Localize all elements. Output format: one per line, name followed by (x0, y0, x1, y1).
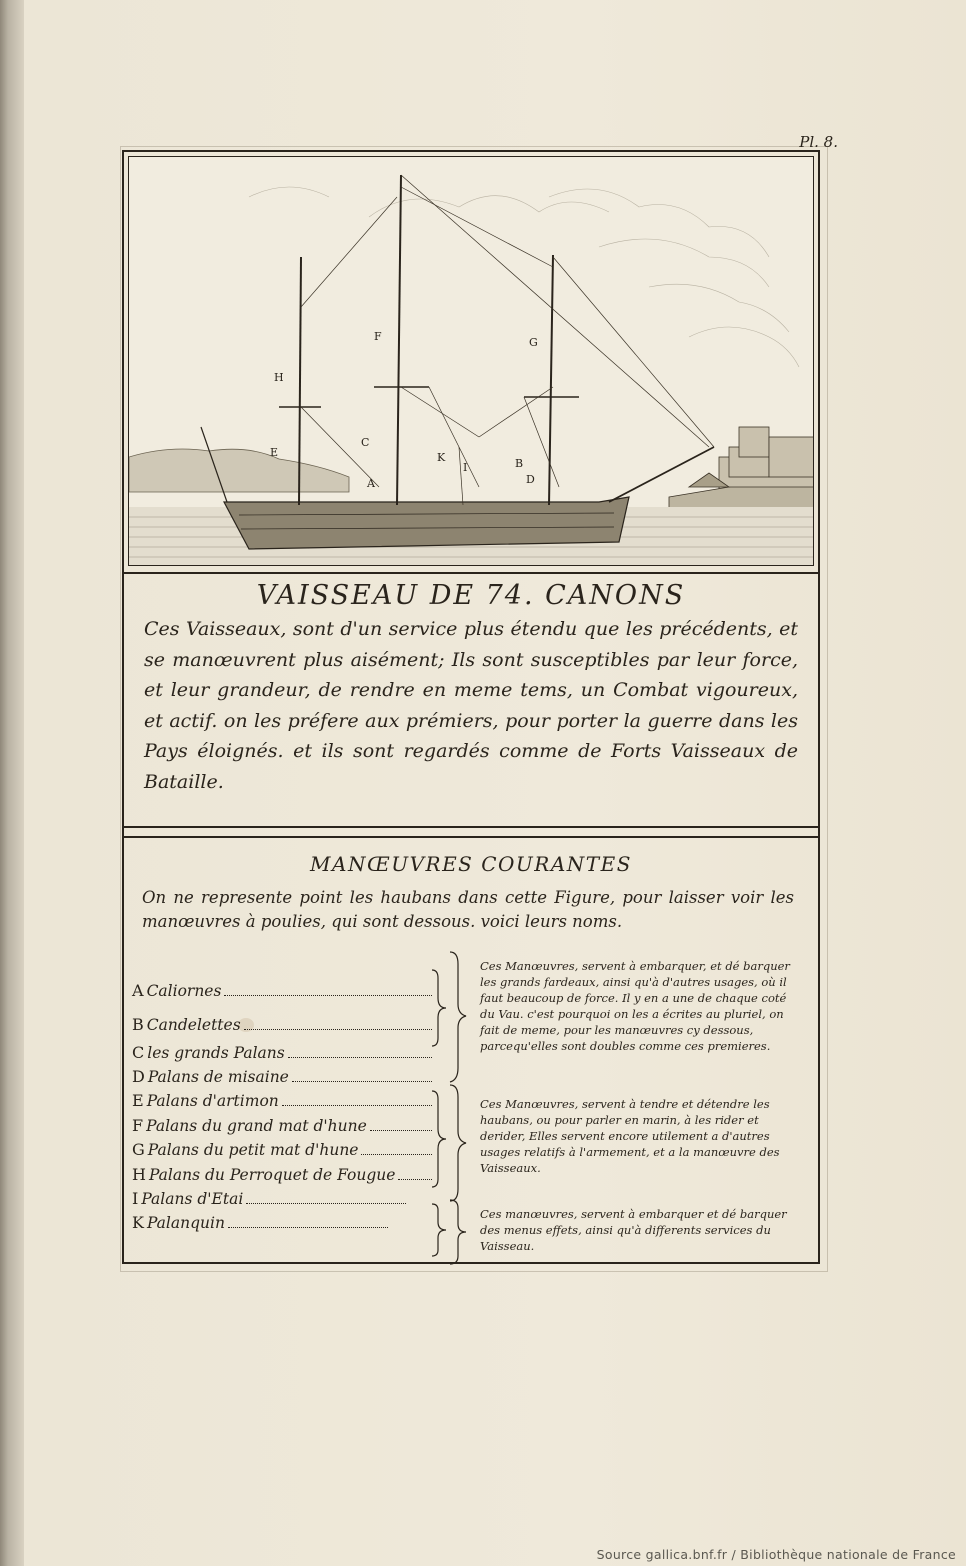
legend-name: Candelettes (146, 1016, 241, 1034)
legend-name: Palans d'Etai (141, 1190, 244, 1208)
legend-name: Palans d'artimon (146, 1092, 279, 1110)
title-panel (122, 572, 820, 828)
legend-item (132, 1140, 432, 1162)
legend-item (132, 981, 432, 1003)
brace-group-3 (428, 1198, 468, 1268)
legend-letter: K (132, 1213, 144, 1232)
legend-item (132, 1189, 432, 1211)
legend-name: Palanquin (146, 1214, 225, 1232)
legend-letter: H (132, 1165, 146, 1184)
brace-group-1 (428, 950, 468, 1090)
label-H: H (274, 371, 284, 384)
yards (279, 387, 579, 407)
label-E: E (270, 446, 279, 459)
legend-letter: A (132, 981, 144, 1000)
label-A: A (367, 477, 375, 490)
legend-letter: D (132, 1067, 145, 1086)
legend-letter: G (132, 1140, 145, 1159)
legend-item (132, 1213, 432, 1235)
legend-title: MANŒUVRES COURANTES (310, 852, 632, 876)
label-G: G (529, 336, 538, 349)
legend-intro: On ne represente point les haubans dans cette Figure, pour laisser voir les manœuvres à poulies, qui sont dessous. voici leurs noms. (142, 888, 794, 931)
legend-letter: B (132, 1015, 144, 1034)
legend-item (132, 1067, 432, 1089)
legend-letter: F (132, 1116, 144, 1135)
label-D: D (526, 473, 535, 486)
legend-name: Palans de misaine (147, 1068, 289, 1086)
legend-item (132, 1015, 432, 1037)
legend-item (132, 1043, 432, 1065)
ship-hull (224, 497, 629, 549)
book-gutter (0, 0, 24, 1566)
legend-letter: C (132, 1043, 145, 1062)
label-I: I (463, 461, 468, 474)
rigging (301, 175, 714, 505)
ship-title: VAISSEAU DE 74. CANONS (256, 580, 686, 611)
left-hills (129, 449, 349, 492)
label-K: K (437, 451, 446, 464)
legend-item (132, 1165, 432, 1187)
label-B: B (515, 457, 524, 470)
label-C: C (361, 436, 370, 449)
legend-name: Palans du petit mat d'hune (147, 1141, 359, 1159)
legend-name: Palans du Perroquet de Fougue (148, 1166, 396, 1184)
ship-description: Ces Vaisseaux, sont d'un service plus étendu que les précédents, et se manœuvrent plus aisément; Ils sont susceptibles par leur force, et leur grandeur, de rendre en meme tems, un Combat vigoureux, et actif. on les préfere aux prémiers, pour porter la guerre dans les Pays éloignés. et ils sont regardés comme de Forts Vaisseaux de Bataille. (144, 618, 798, 793)
legend-item (132, 1116, 432, 1138)
legend-panel (122, 836, 820, 1264)
legend-name: les grands Palans (147, 1044, 285, 1062)
ship-illustration (129, 157, 814, 566)
note-group-1: Ces Manœuvres, servent à embarquer, et dé barquer les grands fardeaux, ainsi qu'à d'autres usages, où il faut beaucoup de force. Il y en a une de chaque coté du Vau. c'est pourquoi on les a écrites au pluriel, on fait de meme, pour les manœuvres cy dessous, parcequ'elles sont doubles comme ces premieres. (480, 959, 790, 1053)
label-F: F (374, 330, 382, 343)
source-footer: Source gallica.bnf.fr / Bibliothèque nationale de France (596, 1547, 956, 1562)
legend-letter: I (132, 1189, 139, 1208)
legend-name: Palans du grand mat d'hune (146, 1117, 367, 1135)
legend-name: Caliornes (146, 982, 222, 1000)
legend-letter: E (132, 1091, 144, 1110)
legend-item (132, 1091, 432, 1113)
ship-engraving (128, 156, 814, 566)
note-group-3: Ces manœuvres, servent à embarquer et dé barquer des menus effets, ainsi qu'à differents services du Vaisseau. (480, 1207, 787, 1253)
brace-group-2 (428, 1083, 468, 1203)
masts (299, 175, 553, 505)
plate-number: Pl. 8. (799, 133, 838, 151)
note-group-2: Ces Manœuvres, servent à tendre et détendre les haubans, ou pour parler en marin, à les rider et derider, Elles servent encore utilement a d'autres usages relatifs à l'armement, et a la manœuvre des Vaisseaux. (480, 1097, 780, 1175)
sky-clouds (249, 187, 799, 367)
